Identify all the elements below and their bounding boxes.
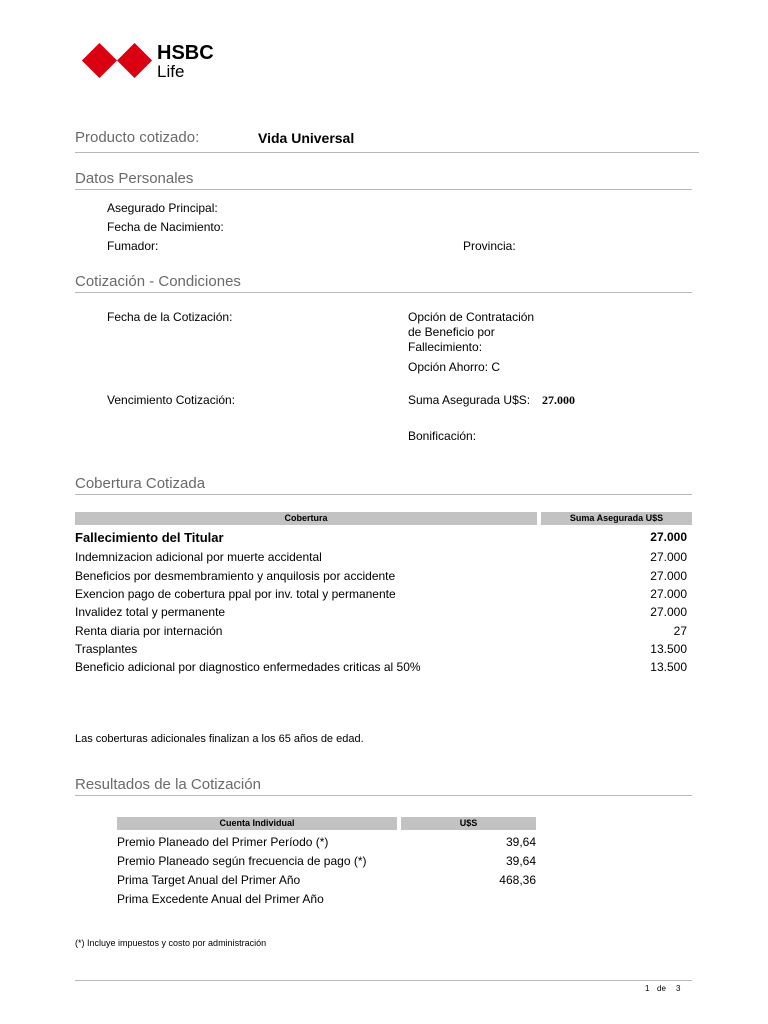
sum-insured-value: 27.000 [542, 393, 575, 407]
sum-column-header: Suma Asegurada U$S [541, 512, 692, 525]
quote-date-label: Fecha de la Cotización: [107, 310, 233, 324]
coverage-row-name: Beneficio adicional por diagnostico enfermedades criticas al 50% [75, 660, 421, 674]
province-label: Provincia: [463, 239, 516, 253]
currency-column-header: U$S [401, 817, 536, 830]
sum-insured-label: Suma Asegurada U$S: [408, 393, 531, 407]
coverage-note: Las coberturas adicionales finalizan a los 65 años de edad. [75, 733, 364, 745]
product-value: Vida Universal [258, 130, 355, 146]
option-label-line2: de Beneficio por [408, 325, 495, 339]
account-column-header: Cuenta Individual [117, 817, 397, 830]
main-coverage-value: 27.000 [650, 530, 687, 544]
coverage-section-title: Cobertura Cotizada [75, 475, 206, 492]
bonus-label: Bonificación: [408, 429, 477, 443]
main-coverage-name: Fallecimiento del Titular [75, 530, 224, 545]
brand-name: HSBC [157, 42, 214, 64]
coverage-row-value: 27.000 [650, 605, 687, 619]
coverage-row-value: 27.000 [650, 587, 687, 601]
results-row-name: Prima Excedente Anual del Primer Año [117, 892, 324, 906]
savings-option: Opción Ahorro: C [408, 360, 501, 374]
brand-sub: Life [157, 62, 185, 81]
conditions-section-title: Cotización - Condiciones [75, 273, 241, 290]
option-label-line3: Fallecimiento: [408, 340, 483, 354]
personal-section-title: Datos Personales [75, 170, 194, 187]
results-row-value: 39,64 [505, 854, 536, 868]
coverage-row-value: 13.500 [650, 660, 687, 674]
expiry-label: Vencimiento Cotización: [107, 393, 236, 407]
results-footnote: (*) Incluye impuestos y costo por administración [75, 938, 267, 948]
coverage-row-name: Beneficios por desmembramiento y anquilosis por accidente [75, 569, 396, 583]
page-number-separator: de [657, 984, 666, 993]
page-number-total: 3 [676, 984, 681, 993]
coverage-column-header: Cobertura [75, 512, 537, 525]
footer-divider [75, 980, 692, 981]
product-label: Producto cotizado: [75, 129, 200, 146]
coverage-row-value: 13.500 [650, 642, 687, 656]
results-row-name: Premio Planeado del Primer Período (*) [117, 835, 329, 849]
results-row-value: 468,36 [499, 873, 536, 887]
page-number-current: 1 [645, 984, 650, 993]
hsbc-logo [82, 43, 152, 78]
hsbc-hexagon-icon [82, 43, 152, 78]
divider [75, 292, 692, 293]
coverage-row-value: 27.000 [650, 569, 687, 583]
divider [75, 189, 692, 190]
coverage-row-name: Invalidez total y permanente [75, 605, 226, 619]
coverage-row-name: Trasplantes [75, 642, 138, 656]
option-label-line1: Opción de Contratación [408, 310, 535, 324]
results-row-value: 39,64 [505, 835, 536, 849]
results-row-name: Premio Planeado según frecuencia de pago (*) [117, 854, 367, 868]
results-row-name: Prima Target Anual del Primer Año [117, 873, 301, 887]
coverage-row-name: Exencion pago de cobertura ppal por inv. total y permanente [75, 587, 396, 601]
coverage-row-value: 27.000 [650, 550, 687, 564]
coverage-row-value: 27 [673, 624, 687, 638]
divider [75, 494, 692, 495]
results-section-title: Resultados de la Cotización [75, 776, 261, 793]
coverage-row-name: Indemnizacion adicional por muerte accidental [75, 550, 322, 564]
smoker-label: Fumador: [107, 239, 159, 253]
coverage-row-name: Renta diaria por internación [75, 624, 223, 638]
insured-label: Asegurado Principal: [107, 201, 218, 215]
divider [75, 152, 699, 153]
birth-date-label: Fecha de Nacimiento: [107, 220, 224, 234]
divider [75, 795, 692, 796]
